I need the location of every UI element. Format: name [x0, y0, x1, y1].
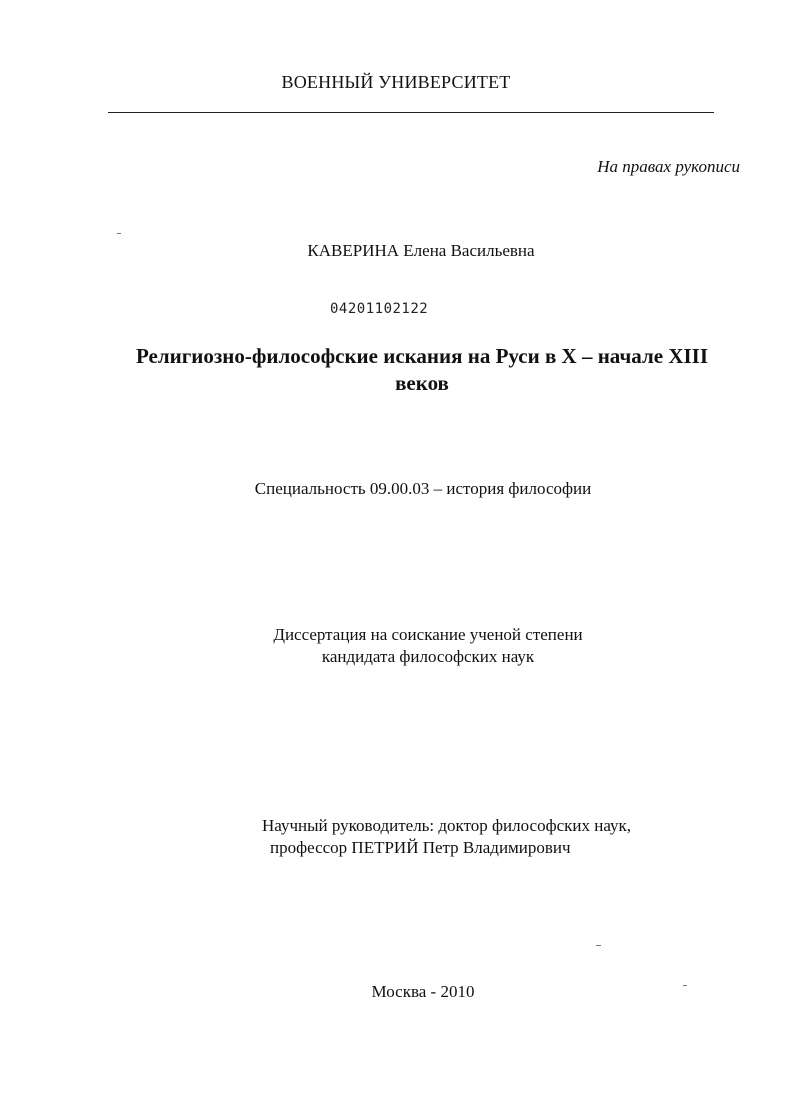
supervisor-line-1: Научный руководитель: доктор философских наук, [262, 816, 632, 835]
dissertation-title: Религиозно-философские искания на Руси в X – начале XIII веков [135, 344, 709, 395]
author-name: КАВЕРИНА Елена Васильевна [307, 241, 535, 260]
header-divider [108, 112, 714, 113]
university-name: ВОЕННЫЙ УНИВЕРСИТЕТ [281, 72, 511, 92]
supervisor-line-2: профессор ПЕТРИЙ Петр Владимирович [270, 838, 571, 857]
specialty-line: Специальность 09.00.03 – история философии [254, 479, 592, 498]
degree-line-2: кандидата философских наук [321, 647, 535, 666]
scan-speck [117, 233, 121, 234]
degree-statement [0, 624, 792, 668]
degree-line-1: Диссертация на соискание ученой степени [273, 625, 583, 644]
registration-code: 04201102122 [330, 301, 429, 317]
scan-speck [596, 945, 601, 946]
manuscript-note: На правах рукописи [597, 157, 740, 176]
supervisor-block [262, 815, 631, 859]
city-year: Москва - 2010 [371, 982, 475, 1001]
